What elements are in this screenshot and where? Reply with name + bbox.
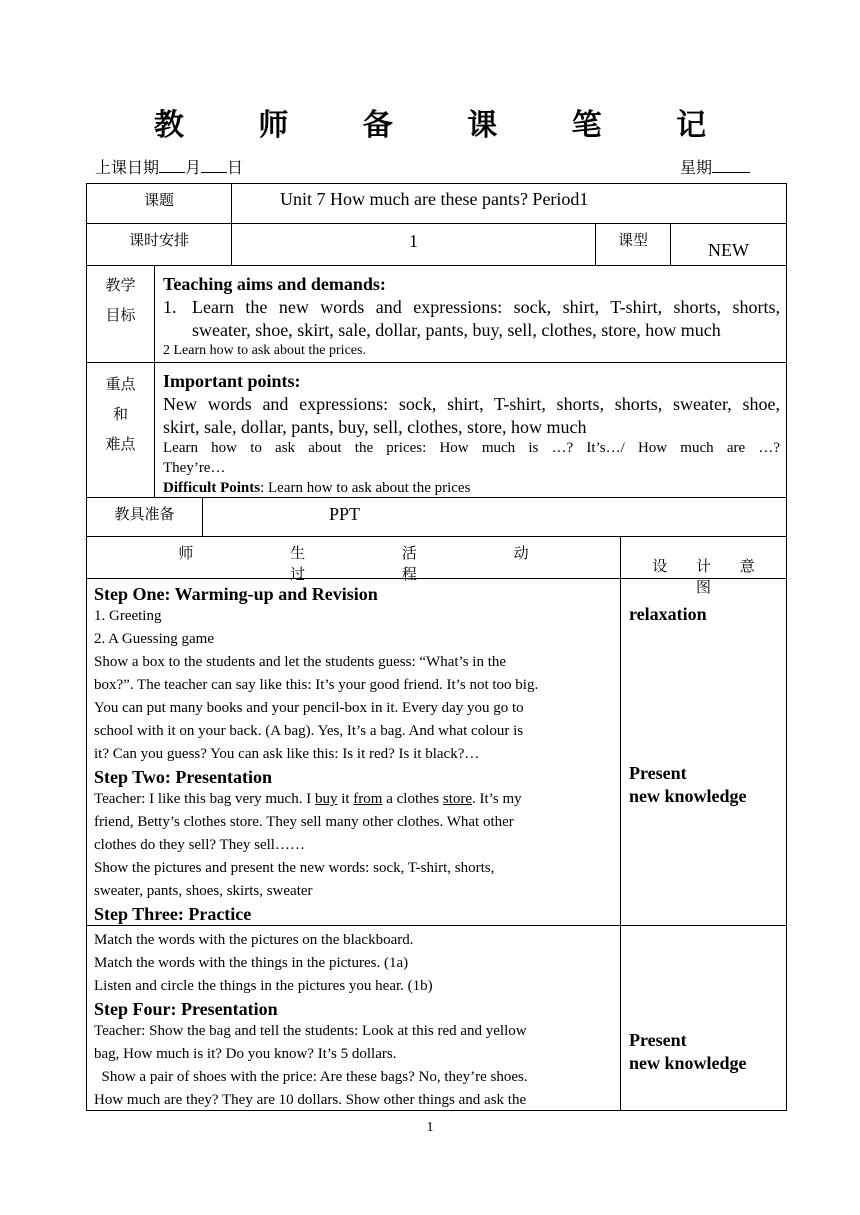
- aims-label-1: 教学: [105, 276, 136, 294]
- type-value: NEW: [670, 224, 786, 265]
- page-title: 教 师 备 课 笔 记: [153, 108, 739, 143]
- key-label-3: 难点: [105, 435, 136, 453]
- step-2-text-a: Teacher: I like this bag very much. I: [94, 791, 315, 807]
- process-row-1: [87, 579, 786, 925]
- design-header: 设 计 意 图: [620, 537, 786, 578]
- aims-item-1: [163, 296, 780, 319]
- key-content: [154, 363, 786, 497]
- design-content-2: [620, 926, 786, 1110]
- aims-heading: Teaching aims and demands:: [163, 274, 386, 294]
- step-1-line-1: Show a box to the students and let the students guess: “What’s in the: [94, 654, 507, 670]
- design-present-2b: new knowledge: [629, 1053, 747, 1073]
- aims-item-2: 2 Learn how to ask about the prices.: [163, 343, 366, 358]
- date-line: [95, 155, 243, 178]
- step-4-line-3: Show a pair of shoes with the price: Are these bags? No, they’re shoes.: [94, 1069, 528, 1085]
- month-label: 月: [185, 158, 202, 177]
- month-blank: [159, 158, 185, 173]
- step-3-line-2: Match the words with the things in the pictures. (1a): [94, 955, 409, 971]
- step-2-text-c: a clothes: [382, 791, 443, 807]
- difficult-label: Difficult Points: [163, 480, 261, 496]
- step-4-title: Step Four: Presentation: [94, 999, 278, 1019]
- step-4-line-2: bag, How much is it? Do you know? It’s 5 dollars.: [94, 1046, 397, 1062]
- step-4-line-1: Teacher: Show the bag and tell the students: Look at this red and yellow: [94, 1023, 527, 1039]
- step-3-title: Step Three: Practice: [94, 904, 252, 924]
- aims-item-1-line-2: sweater, shoe, skirt, sale, dollar, pants, buy, sell, clothes, store, how much: [192, 320, 721, 340]
- word-from: from: [353, 791, 383, 807]
- step-2-text-d: . It’s my: [472, 791, 522, 807]
- topic-label: 课题: [143, 191, 174, 209]
- step-2-line-5: sweater, pants, shoes, skirts, sweater: [94, 883, 313, 899]
- tools-label: 教具准备: [114, 505, 175, 523]
- aims-content: [154, 266, 786, 362]
- key-label-1: 重点: [105, 375, 136, 393]
- step-2-line-4: Show the pictures and present the new words: sock, T-shirt, shorts,: [94, 860, 495, 876]
- step-2-title: Step Two: Presentation: [94, 767, 272, 787]
- key-label-2: 和: [112, 405, 128, 423]
- step-1-line-4: school with it on your back. (A bag). Yes, It’s a bag. And what colour is: [94, 723, 524, 739]
- key-line-2: skirt, sale, dollar, pants, buy, sell, clothes, store, how much: [163, 417, 587, 437]
- key-points-row: [87, 363, 786, 498]
- tools-row: [87, 498, 786, 537]
- topic-row: [87, 184, 786, 224]
- process-row-2: [87, 926, 786, 1110]
- day-blank: [201, 158, 227, 173]
- process-content-2: [87, 926, 620, 1110]
- process-header: 师 生 活 动 过 程: [178, 544, 575, 583]
- step-3-line-3: Listen and circle the things in the pictures you hear. (1b): [94, 978, 433, 994]
- page-number: 1: [426, 1120, 434, 1135]
- aims-item-1-number: 1.: [163, 297, 177, 317]
- type-label: 课型: [595, 224, 670, 265]
- step-1-line-2: box?”. The teacher can say like this: It’s your good friend. It’s not too big.: [94, 677, 539, 693]
- design-present-1a: Present: [629, 763, 687, 783]
- step-2-line-3: clothes do they sell? They sell……: [94, 837, 305, 853]
- tools-value: PPT: [202, 498, 786, 536]
- step-2-text-b: it: [337, 791, 354, 807]
- lesson-table-continued: [86, 925, 787, 1111]
- step-3-line-1: Match the words with the pictures on the blackboard.: [94, 932, 414, 948]
- aims-item-1-line-1: Learn the new words and expressions: sock, shirt, T-shirt, shorts, shorts,: [192, 297, 780, 317]
- step-4-line-4: How much are they? They are 10 dollars. Show other things and ask the: [94, 1092, 527, 1108]
- key-label: [87, 363, 154, 497]
- weekday-blank: [712, 158, 750, 173]
- schedule-label: 课时安排: [128, 231, 189, 249]
- key-heading: Important points:: [163, 371, 301, 391]
- process-content-1: [87, 579, 620, 925]
- step-2-line-1: [94, 788, 620, 811]
- difficult-text: : Learn how to ask about the prices: [260, 480, 471, 496]
- design-present-1b: new knowledge: [629, 786, 747, 806]
- word-store: store: [442, 791, 473, 807]
- weekday-line: [680, 155, 750, 178]
- aims-label-2: 目标: [105, 306, 136, 324]
- lesson-table: [86, 183, 787, 926]
- difficult-points: [163, 478, 780, 498]
- step-1-line-3: You can put many books and your pencil-box in it. Every day you go to: [94, 700, 524, 716]
- word-buy: buy: [314, 791, 338, 807]
- step-1-line-5: it? Can you guess? You can ask like this: Is it red? Is it black?…: [94, 746, 480, 762]
- topic-value: Unit 7 How much are these pants? Period1: [231, 184, 786, 223]
- key-line-4: They’re…: [163, 460, 226, 476]
- schedule-value: 1: [231, 224, 595, 265]
- key-line-3: Learn how to ask about the prices: How much is …? It’s…/ How much are …?: [163, 440, 780, 456]
- step-1-item-2: 2. A Guessing game: [94, 631, 214, 647]
- key-line-1: New words and expressions: sock, shirt, T-shirt, shorts, shorts, sweater, shoe,: [163, 394, 780, 414]
- design-content-1: [620, 579, 786, 925]
- aims-label: [87, 266, 154, 362]
- step-1-title: Step One: Warming-up and Revision: [94, 584, 378, 604]
- day-label: 日: [227, 158, 244, 177]
- date-label: 上课日期: [95, 158, 160, 177]
- step-2-line-2: friend, Betty’s clothes store. They sell many other clothes. What other: [94, 814, 514, 830]
- design-relaxation: relaxation: [629, 604, 707, 624]
- aims-row: [87, 266, 786, 363]
- step-1-item-1: 1. Greeting: [94, 608, 162, 624]
- weekday-label: 星期: [680, 158, 713, 177]
- design-present-2a: Present: [629, 1030, 687, 1050]
- schedule-row: [87, 224, 786, 266]
